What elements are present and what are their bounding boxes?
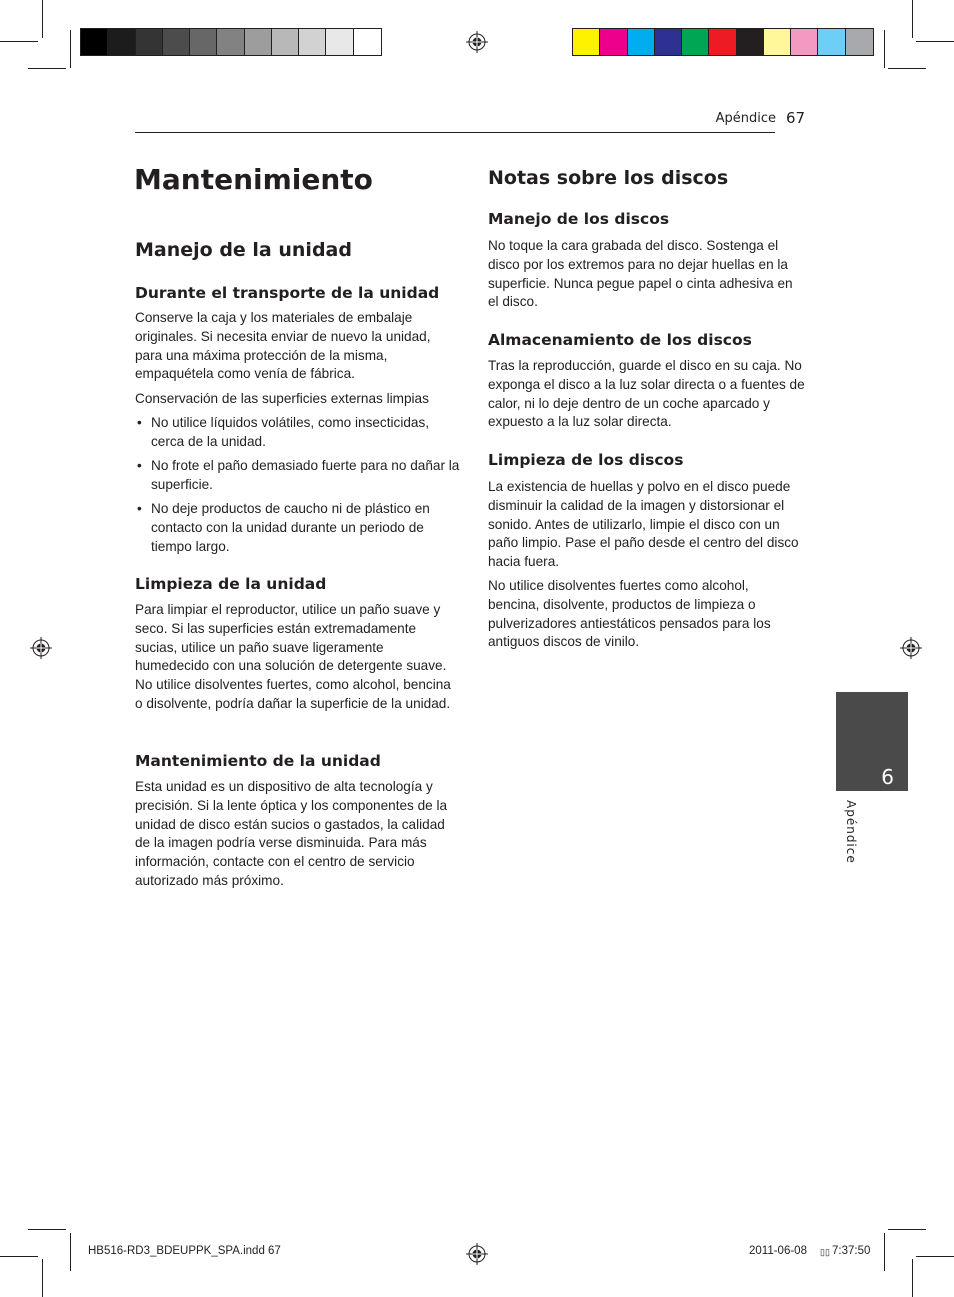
chapter-label-text: Apéndice <box>844 800 858 864</box>
crop-mark <box>888 1229 926 1230</box>
process-color-swatch <box>600 29 627 55</box>
registration-mark-icon <box>466 1243 488 1265</box>
process-color-swatch <box>818 29 845 55</box>
crop-mark <box>70 1233 71 1271</box>
grayscale-swatch <box>272 29 299 55</box>
grayscale-swatch <box>299 29 326 55</box>
grayscale-swatch <box>108 29 135 55</box>
page-title: Mantenimiento <box>134 163 373 196</box>
heading-disc-storage: Almacenamiento de los discos <box>488 331 752 349</box>
crop-mark <box>0 1256 38 1257</box>
registration-mark-icon <box>466 31 488 53</box>
grayscale-swatch <box>326 29 353 55</box>
process-color-bar <box>572 28 874 56</box>
process-color-swatch <box>791 29 818 55</box>
footer-glyph: ▯▯ <box>820 1247 830 1257</box>
grayscale-swatch <box>217 29 244 55</box>
chapter-tab-label <box>844 800 860 870</box>
paragraph-unit-cleaning: Para limpiar el reproductor, utilice un paño suave y seco. Si las superficies están extremadamente sucias, utilice un paño suave ligeramente humedecido con una solución de detergente suave. No utilice disolventes fuertes, como alcohol, bencina o disolvente, podría dañar la superficie de la unidad. <box>135 602 451 711</box>
paragraph-disc-storage: Tras la reproducción, guarde el disco en su caja. No exponga el disco a la luz solar directa o a fuentes de calor, ni lo deje dentro de un coche aparcado y expuesto a la luz solar directa. <box>488 358 805 430</box>
crop-mark <box>70 30 71 68</box>
page-number: 67 <box>786 109 806 127</box>
crop-mark <box>884 30 885 68</box>
bullet-item: • No frote el paño demasiado fuerte para no dañar la superficie. <box>135 457 461 495</box>
running-header-section: Apéndice <box>715 111 776 126</box>
crop-mark <box>42 0 43 38</box>
crop-mark <box>28 68 66 69</box>
crop-mark <box>28 1229 66 1230</box>
process-color-swatch <box>682 29 709 55</box>
footer-time: 7:37:50 <box>832 1245 871 1257</box>
grayscale-swatch <box>81 29 108 55</box>
paragraph-unit-maintenance: Esta unidad es un dispositivo de alta tecnología y precisión. Si la lente óptica y los componentes de la unidad de disco están sucios o gastados, la calidad de la imagen podría verse disminuida. Para más información, contacte con el centro de servicio autorizado más próximo. <box>135 779 448 888</box>
bullet-item: • No utilice líquidos volátiles, como insecticidas, cerca de la unidad. <box>135 414 451 452</box>
footer-file-name: HB516-RD3_BDEUPPK_SPA.indd 67 <box>88 1245 281 1257</box>
crop-mark <box>912 0 913 38</box>
paragraph-surfaces: Conservación de las superficies externas limpias <box>135 391 429 406</box>
grayscale-swatch <box>163 29 190 55</box>
chapter-tab <box>836 692 908 791</box>
registration-mark-icon <box>900 637 922 659</box>
process-color-swatch <box>737 29 764 55</box>
chapter-number: 6 <box>881 765 894 789</box>
section-title-unit-handling: Manejo de la unidad <box>135 239 352 261</box>
section-title-disc-notes: Notas sobre los discos <box>488 167 729 189</box>
grayscale-swatch <box>136 29 163 55</box>
crop-mark <box>916 1256 954 1257</box>
heading-transport: Durante el transporte de la unidad <box>135 284 440 302</box>
crop-mark <box>0 41 38 42</box>
process-color-swatch <box>628 29 655 55</box>
heading-disc-cleaning: Limpieza de los discos <box>488 451 684 469</box>
heading-unit-maintenance: Mantenimiento de la unidad <box>135 752 381 770</box>
crop-mark <box>912 1259 913 1297</box>
heading-disc-handling: Manejo de los discos <box>488 210 670 228</box>
grayscale-color-bar <box>80 28 382 56</box>
crop-mark <box>916 41 954 42</box>
registration-mark-icon <box>30 637 52 659</box>
paragraph-transport: Conserve la caja y los materiales de embalaje originales. Si necesita enviar de nuevo la unidad, para una máxima protección de la misma, empaquétela como venía de fábrica. <box>135 310 431 382</box>
crop-mark <box>888 68 926 69</box>
crop-mark <box>884 1233 885 1271</box>
heading-unit-cleaning: Limpieza de la unidad <box>135 575 327 593</box>
footer-date: 2011-06-08 <box>749 1245 807 1257</box>
header-rule <box>135 132 775 133</box>
paragraph-disc-handling: No toque la cara grabada del disco. Sostenga el disco por los extremos para no dejar huellas en la superficie. Nunca pegue papel o cinta adhesiva en el disco. <box>488 238 793 310</box>
grayscale-swatch <box>354 29 381 55</box>
process-color-swatch <box>709 29 736 55</box>
process-color-swatch <box>573 29 600 55</box>
grayscale-swatch <box>245 29 272 55</box>
process-color-swatch <box>846 29 873 55</box>
paragraph-disc-cleaning: La existencia de huellas y polvo en el disco puede disminuir la calidad de la imagen y distorsionar el sonido. Antes de utilizarlo, limpie el disco con un paño limpio. Pase el paño desde el centro del disco hacia fuera. <box>488 479 799 570</box>
process-color-swatch <box>655 29 682 55</box>
paragraph-disc-solvents: No utilice disolventes fuertes como alcohol, bencina, disolvente, productos de limpieza o pulverizadores antiestáticos pensados para los antiguos discos de vinilo. <box>488 578 771 650</box>
crop-mark <box>42 1259 43 1297</box>
grayscale-swatch <box>190 29 217 55</box>
process-color-swatch <box>764 29 791 55</box>
bullet-item: • No deje productos de caucho ni de plástico en contacto con la unidad durante un periodo de tiempo largo. <box>135 500 451 556</box>
